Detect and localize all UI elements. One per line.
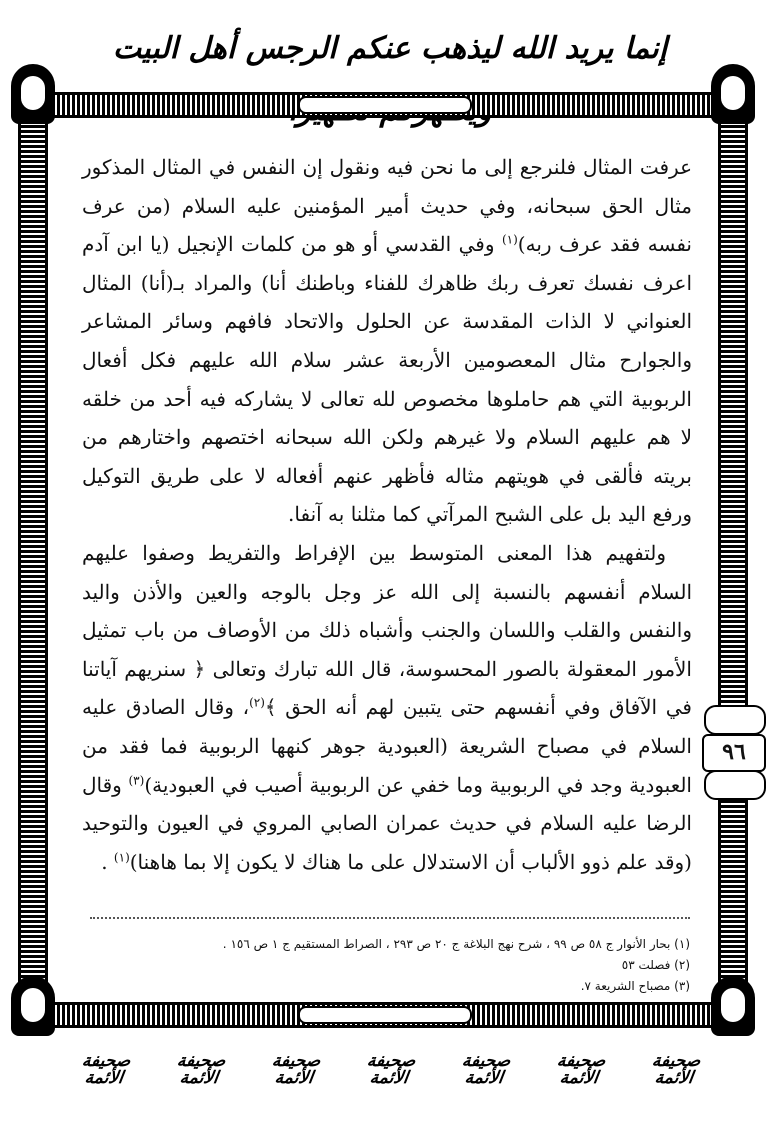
paragraph-text: . — [101, 849, 114, 874]
frame-bottom-medallion — [298, 1006, 472, 1024]
footnote: (١) بحار الأنوار ج ٥٨ ص ٩٩ ، شرح نهج البلاغة ج ٢٠ ص ٢٩٣ ، الصراط المستقيم ج ١ ص ١٥٦ . — [222, 937, 690, 951]
frame-corner-ornament-bottom-right — [711, 976, 755, 1036]
frame-corner-ornament-top-right — [711, 64, 755, 124]
paragraph-text: ولتفهيم هذا المعنى المتوسط بين الإفراط والتفريط وصفوا عليهم السلام أنفسهم بالنسبة إلى الله عز وجل بالوجه والعين والأذن واليد والنفس والقلب واللسان والجنب وأشباه ذلك من الأوصاف من باب تمثيل الأمور المعقولة بالصور المحسوسة، قال الله تبارك وتعالى ﴿ سنريهم آياتنا في الآفاق وفي أنفسهم حتى يتبين لهم أنه الحق ﴾ — [82, 540, 692, 720]
bottom-calligraphy-item: صحيفة الأئمة — [555, 1051, 607, 1088]
header-calligraphy: إنما يريد الله ليذهب عنكم الرجس أهل البيت — [112, 31, 668, 66]
frame-top-bar — [52, 92, 718, 118]
footnote-ref: (٣) — [128, 772, 145, 787]
paragraph-2 — [82, 534, 692, 881]
paragraph-text: وقال الرضا عليه السلام في حديث عمران الصابي المروي في العيون والتوحيد (وقد علم ذوو الألباب أن الاستدلال على ما هناك لا يكون إلا بما هاهنا) — [82, 772, 692, 874]
frame-bottom-bar — [52, 1002, 718, 1028]
footnote-separator — [90, 917, 690, 919]
pillar-ornament-upper — [704, 705, 766, 735]
paragraph-text: ، وقال الصادق عليه السلام في مصباح الشريعة (العبودية جوهر كنهها الربوبية فما فقد من العبودية وجد في الربوبية وما خفي عن الربوبية أصيب في العبودية) — [82, 695, 692, 797]
footnote: (٢) فصلت ٥٣ — [621, 958, 690, 972]
bottom-calligraphy-item: صحيفة الأئمة — [175, 1051, 227, 1088]
bottom-calligraphy-item: صحيفة الأئمة — [80, 1051, 132, 1088]
footnote-ref: (١) — [501, 232, 518, 247]
bottom-calligraphy-item: صحيفة الأئمة — [365, 1051, 417, 1088]
footnote-ref: (٢) — [249, 695, 265, 710]
frame-corner-ornament-bottom-left — [11, 976, 55, 1036]
bottom-calligraphy-band — [60, 1040, 720, 1100]
bottom-calligraphy-item: صحيفة الأئمة — [650, 1051, 702, 1088]
footnote: (٣) مصباح الشريعة ٧. — [580, 979, 690, 993]
footnote-ref: (١) — [113, 850, 130, 865]
body-text — [82, 148, 692, 881]
pillar-ornament-lower — [704, 770, 766, 800]
paragraph-1 — [82, 148, 692, 534]
page-number: ٩٦ — [702, 734, 766, 772]
frame-corner-ornament-top-left — [11, 64, 55, 124]
paragraph-text: عرفت المثال فلنرجع إلى ما نحن فيه ونقول إن النفس في المثال المذكور مثال الحق سبحانه، وفي حديث أمير المؤمنين عليه السلام (من عرف نفسه فقد عرف ربه) — [82, 155, 693, 257]
paragraph-text: وفي القدسي أو هو من كلمات الإنجيل (يا ابن آدم اعرف نفسك تعرف ربك ظاهرك للفناء وباطنك أنا) والمراد بـ(أنا) المثال العنواني لا الذات المقدسة عن الحلول والاتحاد فافهم وسائر المشاعر والجوارح مثال المعصومين الأربعة عشر سلام الله عليهم فكل أفعال الربوبية التي هم حاملوها مخصوص لله تعالى لا يشاركه فيه أحد من خلقه لا هم عليهم السلام ولا غيرهم ولكن الله سبحانه اختصهم واختارهم من بريته فألقى في هويتهم مثاله فأظهر عنهم أفعاله لا على طريق التوكيل ورفع اليد بل على الشبح المرآتي كما مثلنا به آنفا. — [82, 232, 692, 527]
frame-left-pillar — [18, 70, 48, 1030]
bottom-calligraphy-item: صحيفة الأئمة — [460, 1051, 512, 1088]
frame-right-pillar — [718, 70, 748, 1030]
bottom-calligraphy-item: صحيفة الأئمة — [270, 1051, 322, 1088]
frame-top-medallion — [298, 96, 472, 114]
footnotes — [90, 934, 690, 997]
